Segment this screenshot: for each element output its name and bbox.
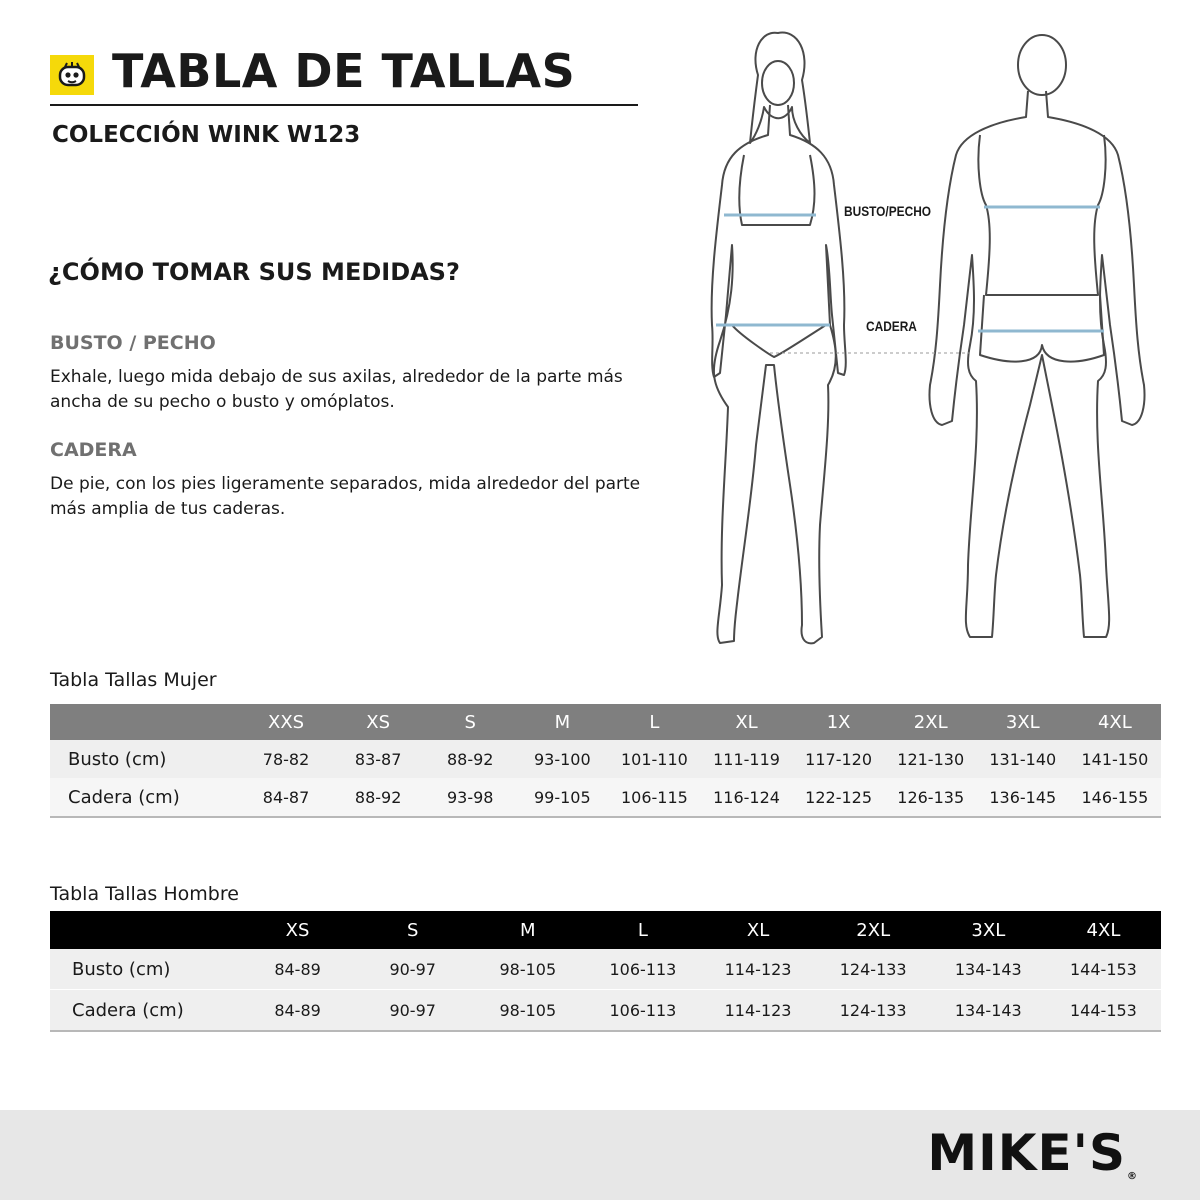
- table-cell: 93-100: [533, 749, 591, 769]
- table-cell: 83-87: [354, 749, 402, 769]
- table-cell: 131-140: [989, 749, 1057, 769]
- size-header: XL: [735, 711, 758, 733]
- size-header: 4XL: [1086, 919, 1121, 941]
- size-header: M: [554, 711, 571, 733]
- table-cell: 121-130: [897, 749, 965, 769]
- man-silhouette: [930, 35, 1145, 637]
- table-cell: 136-145: [989, 787, 1057, 807]
- table-cell: 141-150: [1081, 749, 1149, 769]
- body-silhouettes-illustration: [680, 25, 1180, 655]
- table-cell: 98-105: [499, 959, 557, 979]
- table-cell: 114-123: [724, 1000, 792, 1020]
- table-row: [50, 990, 1161, 1032]
- table-cell: 98-105: [499, 1000, 557, 1020]
- body-measurement-figures: [680, 25, 1180, 655]
- table-cell: 90-97: [389, 1000, 436, 1020]
- women-table-header-row: [50, 704, 1161, 740]
- size-header: 2XL: [856, 919, 891, 941]
- table-cell: 99-105: [533, 787, 591, 807]
- row-label: Busto (cm): [68, 748, 167, 770]
- hip-section-text: De pie, con los pies ligeramente separados, mida alrededor del parte más amplia de tus caderas.: [50, 474, 641, 519]
- size-header: 3XL: [1005, 711, 1040, 733]
- size-header: XXS: [268, 711, 305, 733]
- women-table-caption: Tabla Tallas Mujer: [50, 669, 217, 691]
- wink-logo: [50, 55, 94, 95]
- men-table-header-row: [50, 911, 1161, 949]
- table-cell: 144-153: [1070, 959, 1137, 979]
- collection-subtitle: COLECCIÓN WINK W123: [52, 122, 361, 148]
- title-divider: [50, 104, 638, 106]
- hip-label: CADERA: [866, 318, 917, 334]
- brand-name: MIKE'S: [927, 1124, 1126, 1182]
- table-row: [50, 740, 1161, 778]
- size-header: S: [464, 711, 476, 733]
- table-cell: 117-120: [805, 749, 873, 769]
- men-table-caption: Tabla Tallas Hombre: [50, 883, 239, 905]
- table-row: [50, 778, 1161, 818]
- table-cell: 134-143: [954, 1000, 1022, 1020]
- bust-chest-label: BUSTO/PECHO: [844, 203, 932, 219]
- table-cell: 124-133: [839, 959, 907, 979]
- table-cell: 84-87: [262, 787, 310, 807]
- size-header: S: [406, 919, 419, 941]
- table-cell: 146-155: [1081, 787, 1149, 807]
- table-cell: 88-92: [446, 749, 494, 769]
- size-header: 3XL: [971, 919, 1006, 941]
- hip-section-heading: CADERA: [50, 439, 137, 461]
- table-cell: 126-135: [897, 787, 965, 807]
- size-header: M: [520, 919, 536, 941]
- how-to-measure-title: ¿CÓMO TOMAR SUS MEDIDAS?: [48, 258, 460, 286]
- table-cell: 90-97: [389, 959, 436, 979]
- table-cell: 84-89: [274, 959, 321, 979]
- table-cell: 134-143: [954, 959, 1022, 979]
- table-cell: 88-92: [354, 787, 402, 807]
- size-header: XS: [366, 711, 391, 733]
- row-label: Cadera (cm): [72, 999, 184, 1021]
- size-header: 4XL: [1097, 711, 1132, 733]
- woman-silhouette: [712, 33, 846, 644]
- men-size-table: [50, 911, 1161, 1032]
- row-label: Cadera (cm): [68, 786, 180, 808]
- table-row: [50, 949, 1161, 990]
- size-header: L: [637, 919, 648, 941]
- table-cell: 144-153: [1070, 1000, 1137, 1020]
- size-header: XS: [285, 919, 310, 941]
- women-size-table: [50, 704, 1161, 818]
- table-cell: 106-113: [609, 1000, 677, 1020]
- bust-section-heading: BUSTO / PECHO: [50, 332, 216, 354]
- table-cell: 101-110: [620, 749, 688, 769]
- table-cell: 84-89: [274, 1000, 321, 1020]
- registered-mark: ®: [1127, 1171, 1138, 1182]
- bust-section-text: Exhale, luego mida debajo de sus axilas, alrededor de la parte más ancha de su pecho o busto y omóplatos.: [50, 367, 623, 412]
- row-label: Busto (cm): [72, 958, 171, 980]
- table-cell: 106-113: [609, 959, 677, 979]
- table-cell: 78-82: [262, 749, 310, 769]
- table-cell: 124-133: [839, 1000, 907, 1020]
- size-header: 2XL: [913, 711, 948, 733]
- page-title: TABLA DE TALLAS: [112, 44, 576, 98]
- size-header: 1X: [826, 711, 851, 733]
- table-cell: 111-119: [713, 749, 780, 769]
- table-cell: 106-115: [620, 787, 688, 807]
- size-header: L: [649, 711, 660, 733]
- size-header: XL: [746, 919, 770, 941]
- table-cell: 116-124: [713, 787, 780, 807]
- wink-face-icon: [57, 61, 87, 89]
- table-cell: 122-125: [805, 787, 873, 807]
- footer-bar: [0, 1110, 1200, 1200]
- brand-logo: [927, 1124, 1138, 1182]
- table-cell: 114-123: [724, 959, 792, 979]
- table-cell: 93-98: [446, 787, 494, 807]
